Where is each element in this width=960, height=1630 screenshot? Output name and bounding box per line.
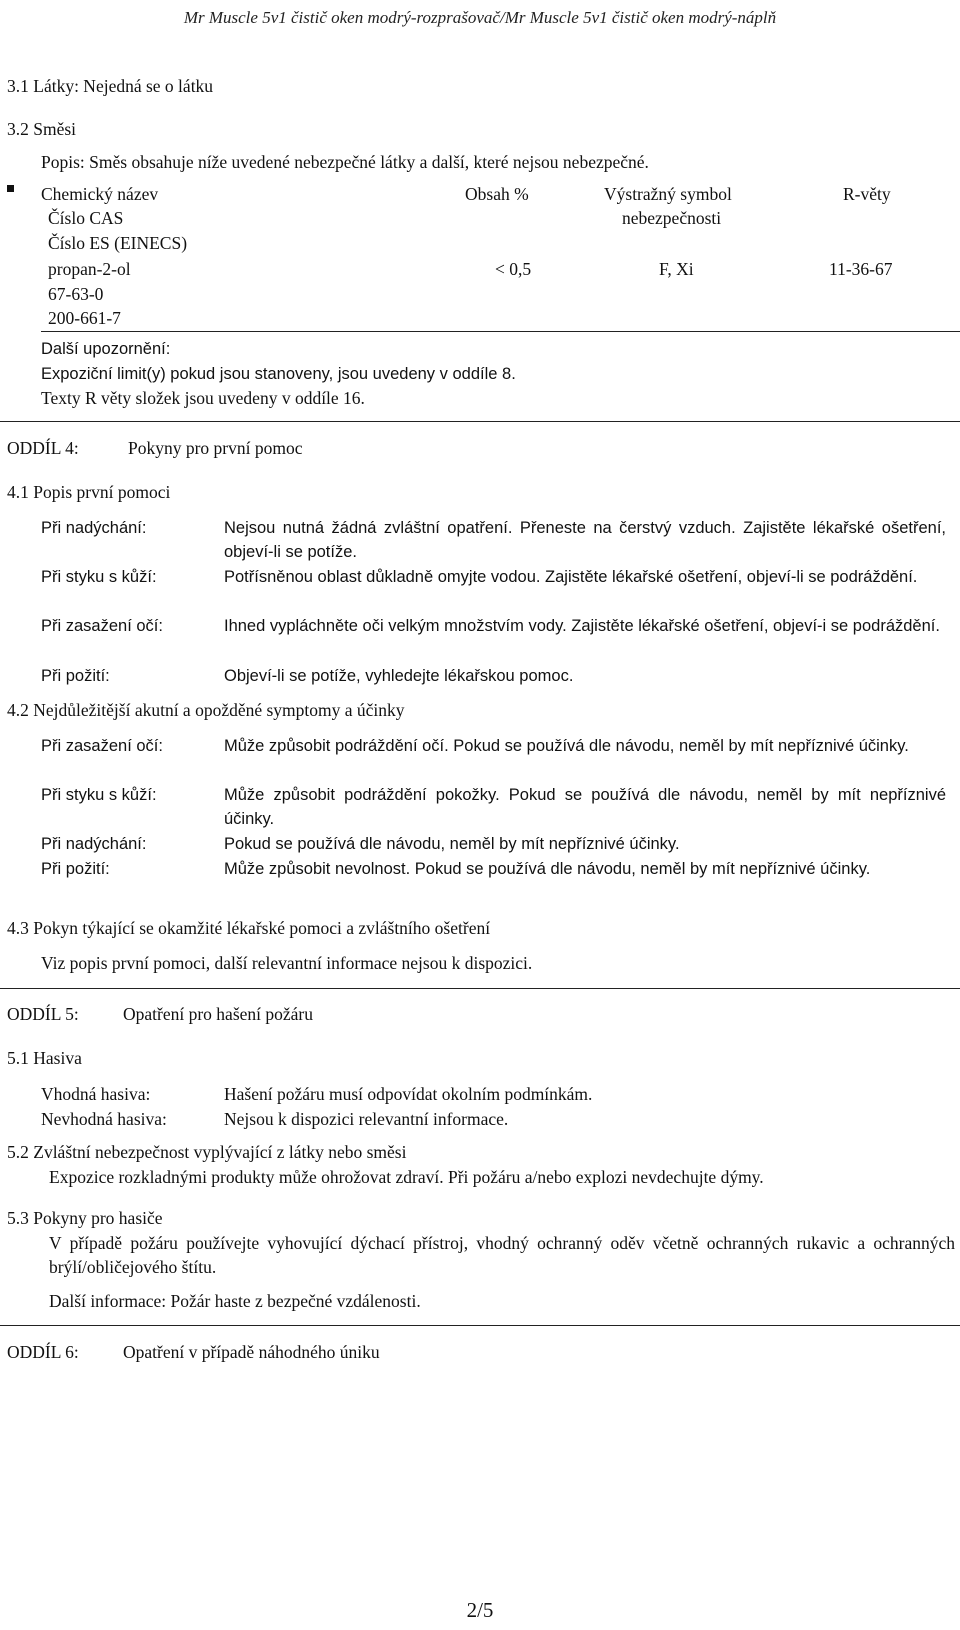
section-3-1: 3.1 Látky: Nejedná se o látku xyxy=(7,76,214,96)
section-4-1: 4.1 Popis první pomoci xyxy=(7,482,171,502)
suitable-media-text: Hašení požáru musí odpovídat okolním podmínkám. xyxy=(224,1084,593,1104)
section-4-3: 4.3 Pokyn týkající se okamžité lékařské pomoci a zvláštního ošetření xyxy=(7,918,491,938)
section-6-number: ODDÍL 6: xyxy=(7,1342,79,1362)
section-5-3-text: V případě požáru používejte vyhovující dýchací přístroj, vhodný ochranný oděv včetně ochranných rukavic a ochranných brýlí/obličejového štítu. xyxy=(49,1233,955,1277)
substance-content: < 0,5 xyxy=(495,259,532,279)
suitable-media-label: Vhodná hasiva: xyxy=(41,1084,151,1104)
symptom-skin-text: Může způsobit podráždění pokožky. Pokud se používá dle návodu, neměl by mít nepříznivé účinky. xyxy=(224,786,946,828)
section-4-3-text: Viz popis první pomoci, další relevantní informace nejsou k dispozici. xyxy=(41,953,533,973)
col-content: Obsah % xyxy=(465,184,529,204)
substance-symbol: F, Xi xyxy=(659,259,694,279)
col-hazard-symbol-2: nebezpečnosti xyxy=(622,208,722,228)
section-divider xyxy=(0,988,960,989)
col-r-phrases: R-věty xyxy=(843,184,891,204)
unsuitable-media-text: Nejsou k dispozici relevantní informace. xyxy=(224,1109,509,1129)
exposure-limits-note: Expoziční limit(y) pokud jsou stanoveny, jsou uvedeny v oddíle 8. xyxy=(41,365,516,383)
symptom-inhalation-label: Při nadýchání: xyxy=(41,835,147,853)
symptom-eye-text: Může způsobit podráždění očí. Pokud se používá dle návodu, neměl by mít nepříznivé účinky. xyxy=(224,737,909,755)
unsuitable-media-label: Nevhodná hasiva: xyxy=(41,1109,167,1129)
section-5-title: Opatření pro hašení požáru xyxy=(123,1004,313,1024)
page-number: 2/5 xyxy=(466,1598,494,1622)
section-5-3-further-info: Další informace: Požár haste z bezpečné vzdálenosti. xyxy=(49,1291,421,1311)
symptom-eye-label: Při zasažení očí: xyxy=(41,737,163,755)
inhalation-label: Při nadýchání: xyxy=(41,519,147,537)
skin-contact-text: Potřísněnou oblast důkladně omyjte vodou. Zajistěte lékařské ošetření, objeví-li se podráždění. xyxy=(224,568,918,586)
symptom-ingestion-label: Při požití: xyxy=(41,860,110,878)
document-header: Mr Muscle 5v1 čistič oken modrý-rozprašovač/Mr Muscle 5v1 čistič oken modrý-náplň xyxy=(183,8,777,27)
inhalation-text: Nejsou nutná žádná zvláštní opatření. Přeneste na čerstvý vzduch. Zajistěte lékařské ošetření, objeví-li se potíže. xyxy=(224,519,946,561)
col-hazard-symbol: Výstražný symbol xyxy=(604,184,732,204)
section-divider xyxy=(0,421,960,422)
col-es-number: Číslo ES (EINECS) xyxy=(48,233,188,253)
symptom-skin-label: Při styku s kůží: xyxy=(41,786,157,804)
symptom-ingestion-text: Může způsobit nevolnost. Pokud se používá dle návodu, neměl by mít nepříznivé účinky. xyxy=(224,860,871,878)
eye-contact-label: Při zasažení očí: xyxy=(41,617,163,635)
section-6-title: Opatření v případě náhodného úniku xyxy=(123,1342,380,1362)
section-5-2: 5.2 Zvláštní nebezpečnost vyplývající z látky nebo směsi xyxy=(7,1142,407,1162)
skin-contact-label: Při styku s kůží: xyxy=(41,568,157,586)
section-4-2: 4.2 Nejdůležitější akutní a opožděné symptomy a účinky xyxy=(7,700,405,720)
section-divider xyxy=(0,1325,960,1326)
substance-es: 200-661-7 xyxy=(48,308,121,328)
ingestion-label: Při požití: xyxy=(41,667,110,685)
section-5-1: 5.1 Hasiva xyxy=(7,1048,82,1068)
substance-cas: 67-63-0 xyxy=(48,284,104,304)
section-3-2: 3.2 Směsi xyxy=(7,119,77,139)
section-5-3: 5.3 Pokyny pro hasiče xyxy=(7,1208,163,1228)
eye-contact-text: Ihned vypláchněte oči velkým množstvím vody. Zajistěte lékařské ošetření, objeví-i se podráždění. xyxy=(224,617,940,635)
col-cas-number: Číslo CAS xyxy=(48,208,124,228)
mixture-description: Popis: Směs obsahuje níže uvedené nebezpečné látky a další, které nejsou nebezpečné. xyxy=(41,152,649,172)
section-4-title: Pokyny pro první pomoc xyxy=(128,438,303,458)
symptom-inhalation-text: Pokud se používá dle návodu, neměl by mít nepříznivé účinky. xyxy=(224,835,680,853)
bullet-marker xyxy=(7,185,14,192)
further-notes-label: Další upozornění: xyxy=(41,340,171,358)
substance-name: propan-2-ol xyxy=(48,259,131,279)
section-4-number: ODDÍL 4: xyxy=(7,438,79,458)
col-chemical-name: Chemický název xyxy=(41,184,159,204)
table-divider xyxy=(41,331,960,332)
r-phrases-note: Texty R věty složek jsou uvedeny v oddíle 16. xyxy=(41,388,365,408)
ingestion-text: Objeví-li se potíže, vyhledejte lékařskou pomoc. xyxy=(224,667,574,685)
section-5-2-text: Expozice rozkladnými produkty může ohrožovat zdraví. Při požáru a/nebo explozi nevdechujte dýmy. xyxy=(49,1167,764,1187)
section-5-number: ODDÍL 5: xyxy=(7,1004,79,1024)
substance-r-phrases: 11-36-67 xyxy=(829,259,893,279)
